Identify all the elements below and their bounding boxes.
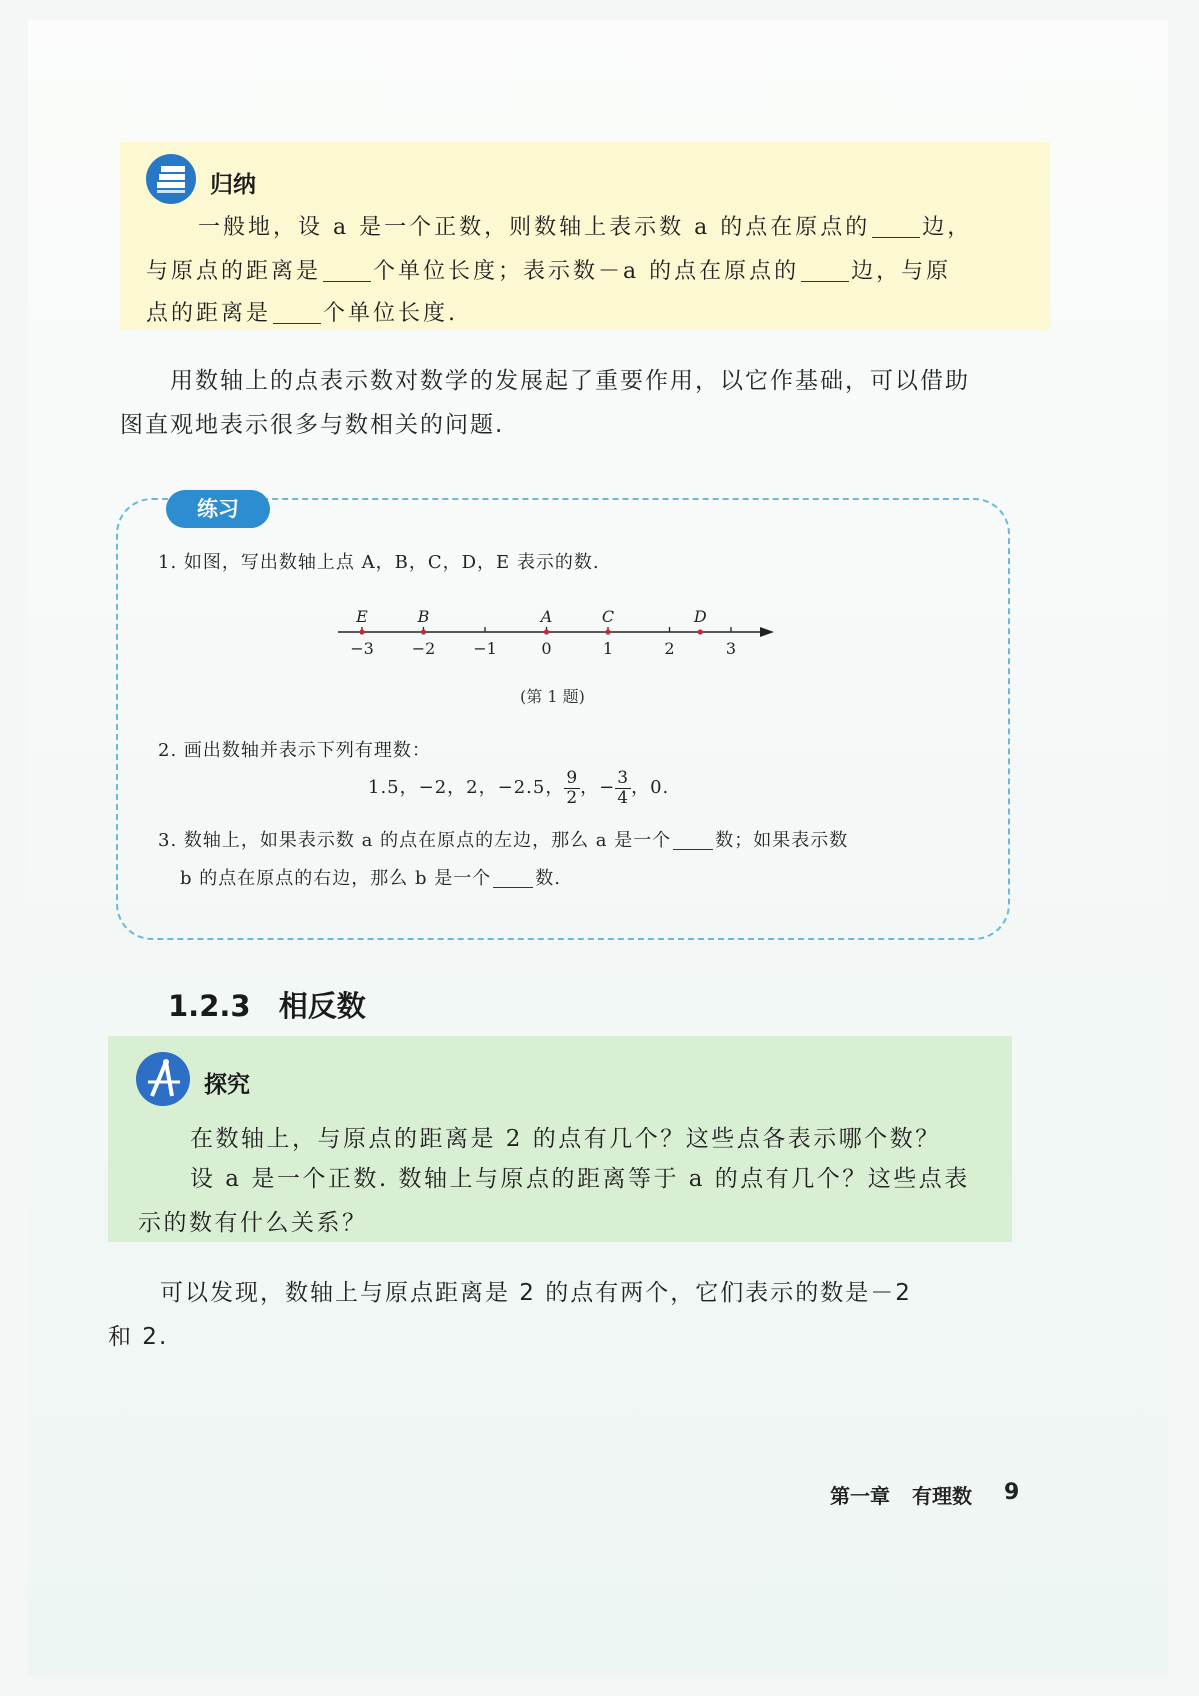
- exercise-q2: 2. 画出数轴并表示下列有理数：: [158, 740, 431, 761]
- figure-caption: (第 1 题): [520, 687, 585, 706]
- books-icon: [146, 154, 196, 204]
- answer-blank: [273, 300, 321, 324]
- explore-line-1: 在数轴上，与原点的距离是 2 的点有几个？这些点各表示哪个数？: [190, 1126, 941, 1152]
- intro-line-2: 图直观地表示很多与数相关的问题.: [120, 412, 505, 438]
- point-b-label: B: [417, 607, 430, 626]
- summary-title: 归纳: [210, 172, 256, 198]
- point-c-dot: [605, 629, 610, 634]
- point-e-label: E: [356, 607, 368, 626]
- summary-line-2: 与原点的距离是 个单位长度；表示数－a 的点在原点的 边，与原: [146, 259, 952, 284]
- arrow-right-icon: [760, 627, 774, 637]
- page-number: 9: [1004, 1480, 1020, 1505]
- tick-label: −2: [411, 639, 436, 658]
- point-e-dot: [359, 629, 364, 634]
- point-d-dot: [698, 629, 703, 634]
- tick-label: −3: [350, 639, 374, 658]
- answer-blank: [801, 258, 849, 282]
- point-b-dot: [421, 629, 426, 634]
- point-a-label: A: [540, 607, 553, 626]
- tick-label: 2: [664, 639, 675, 658]
- exercise-tab: 练习: [166, 490, 270, 528]
- compass-icon: [136, 1052, 190, 1106]
- exercise-q2-list: 1.5，−2，2，−2.5， $\frac{9}{2}$ ，− $\frac{3}{4}$ ，0.: [368, 767, 670, 808]
- summary-line-1: 一般地，设 a 是一个正数，则数轴上表示数 a 的点在原点的 边，: [198, 215, 973, 240]
- number-line-figure: [330, 600, 790, 670]
- exercise-q3-line-2: b 的点在原点的右边，那么 b 是一个 数.: [180, 868, 561, 889]
- answer-blank: [872, 214, 920, 238]
- answer-blank: [493, 868, 533, 888]
- point-a-dot: [544, 629, 549, 634]
- explore-title: 探究: [204, 1072, 250, 1098]
- summary-line-3: 点的距离是 个单位长度.: [146, 301, 459, 326]
- answer-blank: [673, 830, 713, 850]
- point-d-label: D: [693, 607, 707, 626]
- conclusion-line-2: 和 2.: [108, 1324, 169, 1350]
- tick-label: 3: [725, 639, 737, 658]
- explore-line-3: 示的数有什么关系？: [138, 1210, 368, 1236]
- point-c-label: C: [601, 607, 615, 626]
- chapter-title: 有理数: [912, 1484, 972, 1508]
- tick-label: 0: [541, 639, 552, 658]
- fraction-three-quarters: $\frac{3}{4}$: [617, 767, 630, 808]
- explore-line-2: 设 a 是一个正数. 数轴上与原点的距离等于 a 的点有几个？这些点表: [190, 1166, 970, 1192]
- exercise-q1: 1. 如图，写出数轴上点 A，B，C，D，E 表示的数.: [158, 552, 600, 573]
- exercise-q3-line-1: 3. 数轴上，如果表示数 a 的点在原点的左边，那么 a 是一个 数；如果表示数: [158, 830, 849, 851]
- fraction-nine-halves: $\frac{9}{2}$: [566, 767, 579, 808]
- answer-blank: [323, 258, 371, 282]
- tick-label: 1: [602, 639, 614, 658]
- chapter-label: 第一章: [830, 1484, 890, 1508]
- conclusion-line-1: 可以发现，数轴上与原点距离是 2 的点有两个，它们表示的数是－2: [160, 1280, 912, 1306]
- tick-label: −1: [473, 639, 497, 658]
- section-heading: 1.2.3 相反数: [168, 989, 366, 1023]
- intro-line-1: 用数轴上的点表示数对数学的发展起了重要作用，以它作基础，可以借助: [170, 368, 970, 394]
